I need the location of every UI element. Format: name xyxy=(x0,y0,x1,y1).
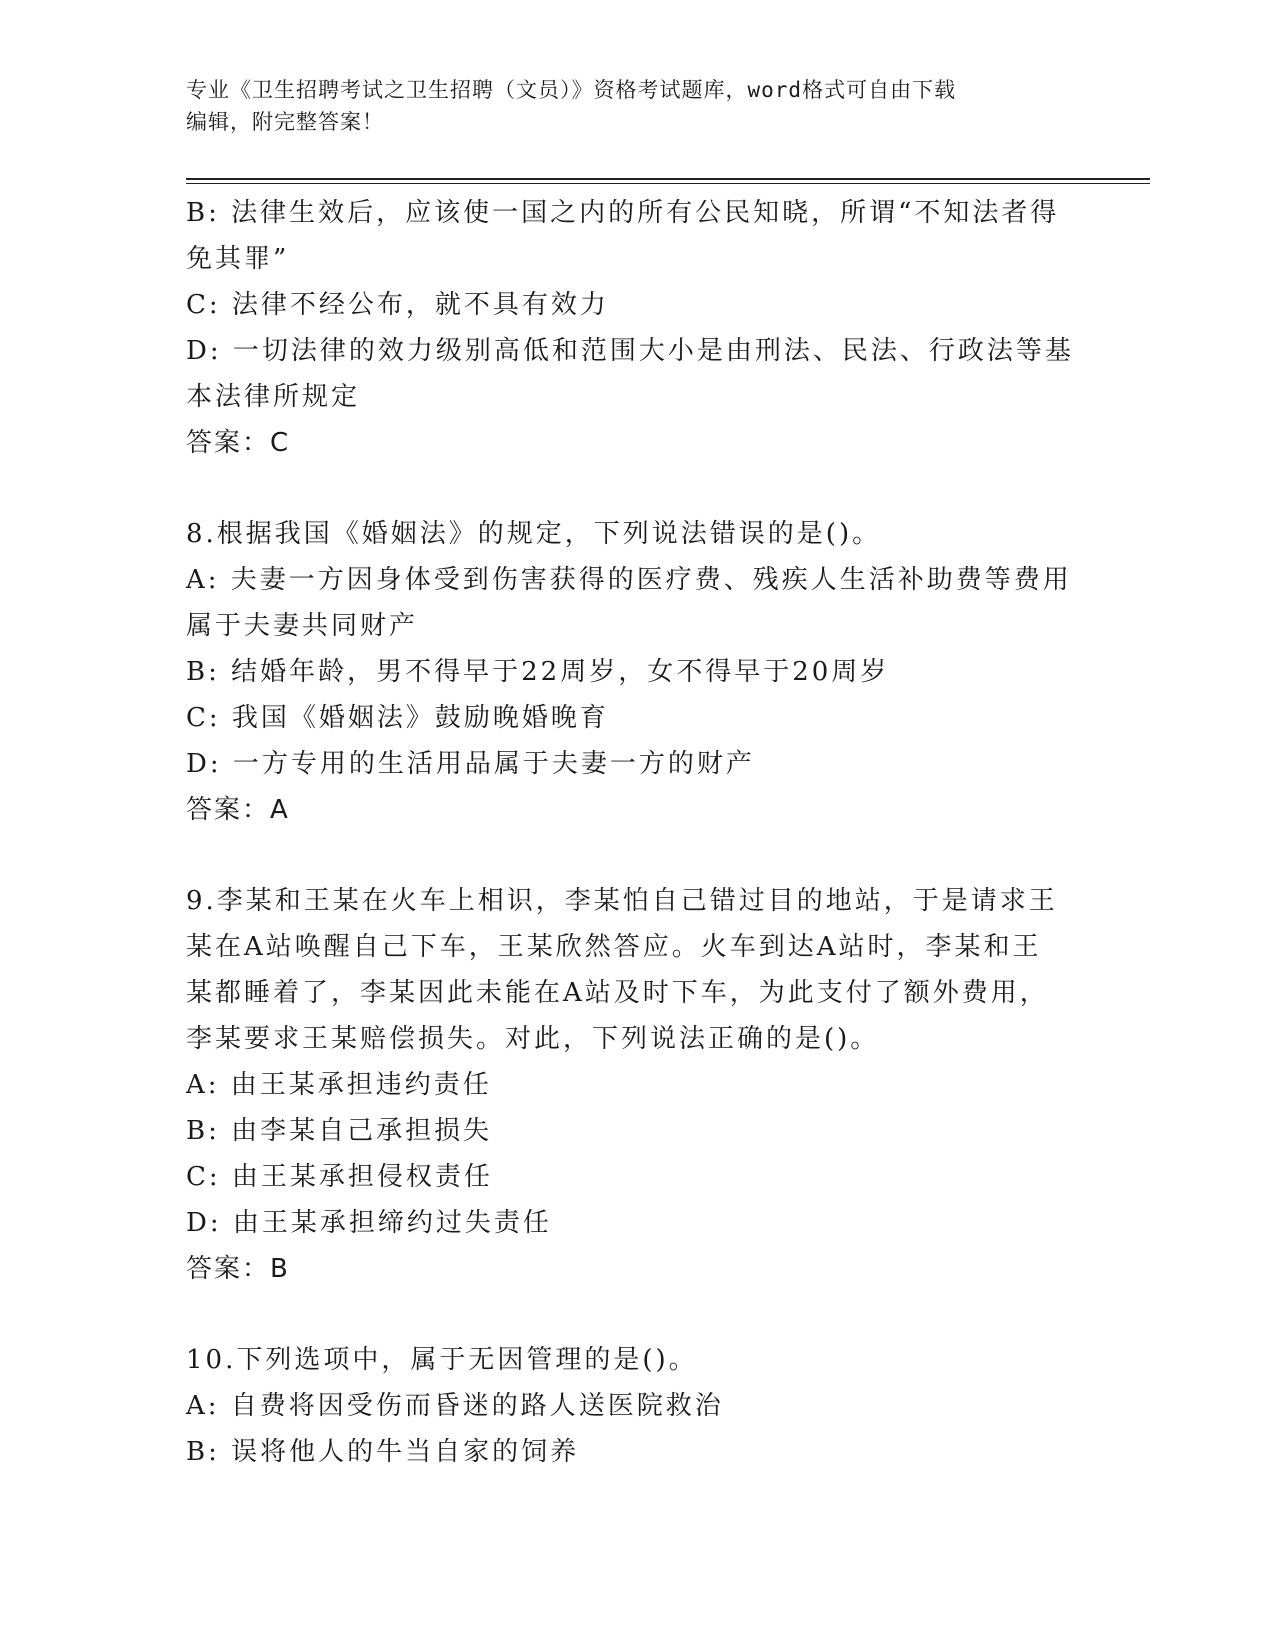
answer: 答案：B xyxy=(186,1254,290,1284)
option-d-line-1: D: 一切法律的效力级别高低和范围大小是由刑法、民法、行政法等基 xyxy=(186,336,1074,366)
header-divider-thick xyxy=(186,178,1150,180)
question-stem: 8.根据我国《婚姻法》的规定，下列说法错误的是()。 xyxy=(186,519,882,549)
question-9 xyxy=(186,878,1086,1292)
header-line-2: 编辑，附完整答案！ xyxy=(186,110,384,134)
option-d: D: 由王某承担缔约过失责任 xyxy=(186,1208,552,1238)
option-d-line-2: 本法律所规定 xyxy=(186,382,361,412)
option-c: C: 我国《婚姻法》鼓励晚婚晚育 xyxy=(186,703,609,733)
option-b-line-1: B: 法律生效后，应该使一国之内的所有公民知晓，所谓“不知法者得 xyxy=(186,198,1060,228)
option-c: C: 法律不经公布，就不具有效力 xyxy=(186,290,609,320)
question-list xyxy=(186,190,1086,1475)
question-gap xyxy=(186,1292,1086,1337)
option-a: A: 自费将因受伤而昏迷的路人送医院救治 xyxy=(186,1391,724,1421)
document-header xyxy=(186,74,1086,138)
header-line-1: 专业《卫生招聘考试之卫生招聘（文员）》资格考试题库，word格式可自由下载 xyxy=(186,78,957,102)
option-b: B: 误将他人的牛当自家的饲养 xyxy=(186,1437,580,1467)
answer: 答案：A xyxy=(186,795,290,825)
question-stem: 10.下列选项中，属于无因管理的是()。 xyxy=(186,1345,698,1375)
option-c: C: 由王某承担侵权责任 xyxy=(186,1162,493,1192)
option-a-line-1: A: 夫妻一方因身体受到伤害获得的医疗费、残疾人生活补助费等费用 xyxy=(186,565,1072,595)
option-a-line-2: 属于夫妻共同财产 xyxy=(186,611,419,641)
option-b: B: 结婚年龄，男不得早于22周岁，女不得早于20周岁 xyxy=(186,657,890,687)
question-stem-line-1: 9.李某和王某在火车上相识，李某怕自己错过目的地站，于是请求王 xyxy=(186,886,1058,916)
question-gap xyxy=(186,466,1086,511)
option-d: D: 一方专用的生活用品属于夫妻一方的财产 xyxy=(186,749,755,779)
option-b: B: 由李某自己承担损失 xyxy=(186,1116,493,1146)
question-stem-line-3: 某都睡着了，李某因此未能在A站及时下车，为此支付了额外费用， xyxy=(186,978,1049,1008)
question-stem-line-4: 李某要求王某赔偿损失。对此，下列说法正确的是()。 xyxy=(186,1024,880,1054)
option-a: A: 由王某承担违约责任 xyxy=(186,1070,492,1100)
question-stem-line-2: 某在A站唤醒自己下车，王某欣然答应。火车到达A站时，李某和王 xyxy=(186,932,1042,962)
question-gap xyxy=(186,833,1086,878)
answer: 答案：C xyxy=(186,428,291,458)
question-8 xyxy=(186,511,1086,833)
header-divider-thin xyxy=(186,183,1150,184)
option-b-line-2: 免其罪” xyxy=(186,244,290,274)
question-10 xyxy=(186,1337,1086,1475)
question-7-tail xyxy=(186,190,1086,466)
